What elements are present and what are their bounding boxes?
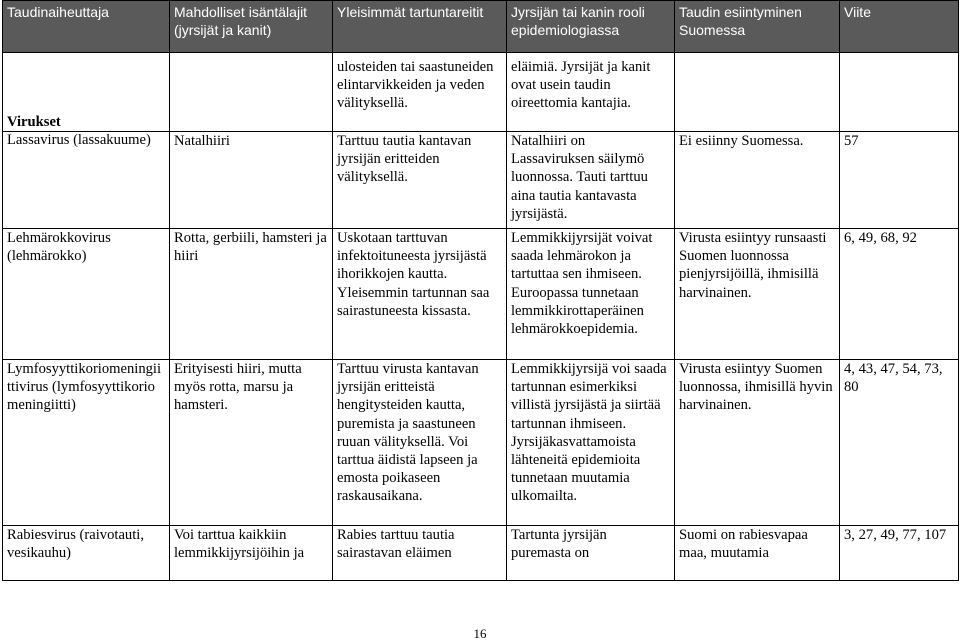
cell-role: eläimiä. Jyrsijät ja kanit ovat usein taudin oireettomia kantajia.: [507, 53, 675, 132]
pathogen-name: Lassavirus (lassakuume): [7, 132, 151, 149]
cell-reference: 6, 49, 68, 92: [840, 229, 959, 360]
table-row: [3, 360, 959, 526]
cell-reference: [840, 53, 959, 132]
cell-routes: Uskotaan tarttuvan infektoituneesta jyrsijästä ihorikkojen kautta. Yleisemmin tartunnan saa sairastuneesta kissasta.: [333, 229, 507, 360]
cell-hosts: [170, 53, 333, 132]
cell-routes: ulosteiden tai saastuneiden elintarvikkeiden ja veden välityksellä.: [333, 53, 507, 132]
cell-routes: Tarttuu tautia kantavan jyrsijän eritteiden välityksellä.: [333, 132, 507, 229]
cell-occurrence: [675, 53, 840, 132]
header-pathogen: Taudinaiheuttaja: [3, 1, 170, 53]
cell-role: Tartunta jyrsijän puremasta on: [507, 526, 675, 581]
cell-occurrence: Virusta esiintyy Suomen luonnossa, ihmisillä hyvin harvinainen.: [675, 360, 840, 526]
cell-hosts: Erityisesti hiiri, mutta myös rotta, marsu ja hamsteri.: [170, 360, 333, 526]
header-reference: Viite: [840, 1, 959, 53]
cell-occurrence: Ei esiinny Suomessa.: [675, 132, 840, 229]
cell-occurrence: Suomi on rabiesvapaa maa, muutamia: [675, 526, 840, 581]
table-header-row: [3, 1, 959, 53]
cell-routes: Tarttuu virusta kantavan jyrsijän eritteistä hengitysteiden kautta, puremista ja saastuneen ruuan välityksellä. Voi tarttua äidistä lapseen ja emosta poikaseen raskausaikana.: [333, 360, 507, 526]
cell-pathogen: Rabiesvirus (raivotauti, vesikauhu): [3, 526, 170, 581]
header-hosts: Mahdolliset isäntälajit (jyrsijät ja kanit): [170, 1, 333, 53]
header-routes: Yleisimmät tartuntareitit: [333, 1, 507, 53]
header-role: Jyrsijän tai kanin rooli epidemiologiassa: [507, 1, 675, 53]
cell-pathogen: Lymfosyyttikoriomeningiittivirus (lymfosyyttikoriomeningiitti): [3, 360, 170, 526]
disease-table: [2, 0, 959, 581]
table-row: [3, 132, 959, 229]
cell-hosts: Voi tarttua kaikkiin lemmikkijyrsijöihin ja: [170, 526, 333, 581]
cell-reference: 57: [840, 132, 959, 229]
cell-role: Natalhiiri on Lassaviruksen säilymö luonnossa. Tauti tarttuu aina tautia kantavasta jyrsijästä.: [507, 132, 675, 229]
pathogen-group-label: Virukset: [7, 114, 61, 130]
cell-occurrence: Virusta esiintyy runsaasti Suomen luonnossa pienjyrsijöillä, ihmisillä harvinainen.: [675, 229, 840, 360]
cell-hosts: Natalhiiri: [170, 132, 333, 229]
cell-pathogen: Lehmärokkovirus (lehmärokko): [3, 229, 170, 360]
cell-role: Lemmikkijyrsijät voivat saada lehmärokon ja tartuttaa sen ihmiseen. Euroopassa tunnetaan lemmikkirottaperäinen lehmärokkoepidemia.: [507, 229, 675, 360]
cell-reference: 4, 43, 47, 54, 73, 80: [840, 360, 959, 526]
cell-pathogen: [3, 114, 170, 229]
table-row: [3, 526, 959, 581]
cell-hosts: Rotta, gerbiili, hamsteri ja hiiri: [170, 229, 333, 360]
page-number: 16: [473, 626, 487, 641]
cell-reference: 3, 27, 49, 77, 107: [840, 526, 959, 581]
cell-role: Lemmikkijyrsijä voi saada tartunnan esimerkiksi villistä jyrsijästä ja siirtää tartunnan ihmiseen. Jyrsijäkasvattamoista lähteneitä epidemioita tunnetaan muutamia ulkomailta.: [507, 360, 675, 526]
header-occurrence: Taudin esiintyminen Suomessa: [675, 1, 840, 53]
cell-routes: Rabies tarttuu tautia sairastavan eläimen: [333, 526, 507, 581]
table-row: [3, 229, 959, 360]
